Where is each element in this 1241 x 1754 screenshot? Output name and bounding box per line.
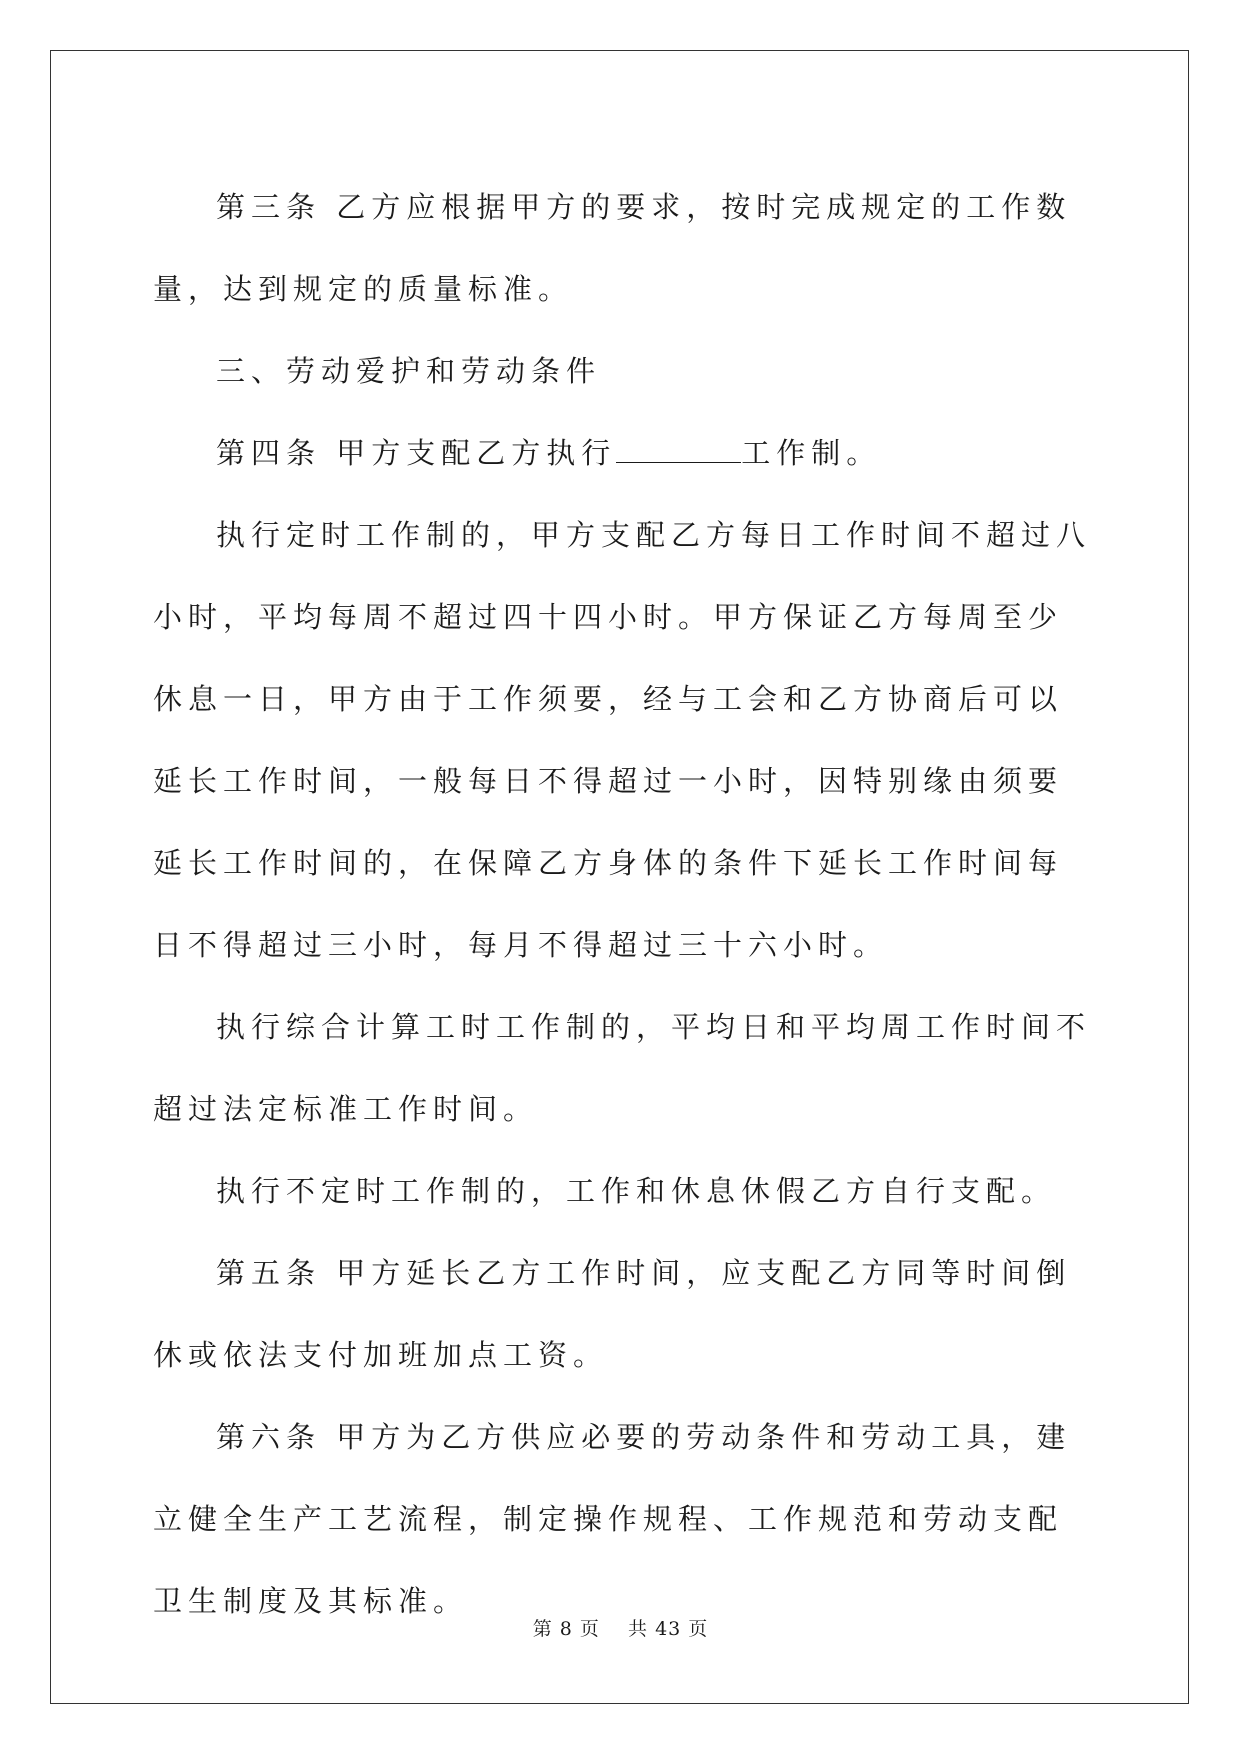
article-4-suffix: 工作制。 [741,436,882,470]
article-3-paragraph: 第三条 乙方应根据甲方的要求，按时完成规定的工作数量，达到规定的质量标准。 [153,190,1072,306]
article-6-paragraph: 第六条 甲方为乙方供应必要的劳动条件和劳动工具，建立健全生产工艺流程，制定操作规程、工作规范和劳动支配卫生制度及其标准。 [153,1420,1072,1618]
page-total: 共 43 页 [628,1618,709,1640]
page-number: 第 8 页 [532,1618,600,1640]
fixed-hours-paragraph: 执行定时工作制的，甲方支配乙方每日工作时间不超过八小时，平均每周不超过四十四小时。甲方保证乙方每周至少休息一日，甲方由于工作须要，经与工会和乙方协商后可以延长工作时间，一般每日不得超过一小时，因特别缘由须要延长工作时间的，在保障乙方身体的条件下延长工作时间每日不得超过三小时，每月不得超过三十六小时。 [153,518,1092,962]
page-footer [0,1614,1241,1641]
flexible-hours-paragraph: 执行不定时工作制的，工作和休息休假乙方自行支配。 [216,1174,1057,1208]
fill-in-blank [616,436,741,463]
article-5-paragraph: 第五条 甲方延长乙方工作时间，应支配乙方同等时间倒休或依法支付加班加点工资。 [153,1256,1072,1372]
document-body [153,166,1093,1642]
article-4-paragraph [153,412,1093,494]
article-4-text: 第四条 甲方支配乙方执行 [216,436,617,470]
section-heading: 三、劳动爱护和劳动条件 [216,354,602,388]
comprehensive-hours-paragraph: 执行综合计算工时工作制的，平均日和平均周工作时间不超过法定标准工作时间。 [153,1010,1092,1126]
